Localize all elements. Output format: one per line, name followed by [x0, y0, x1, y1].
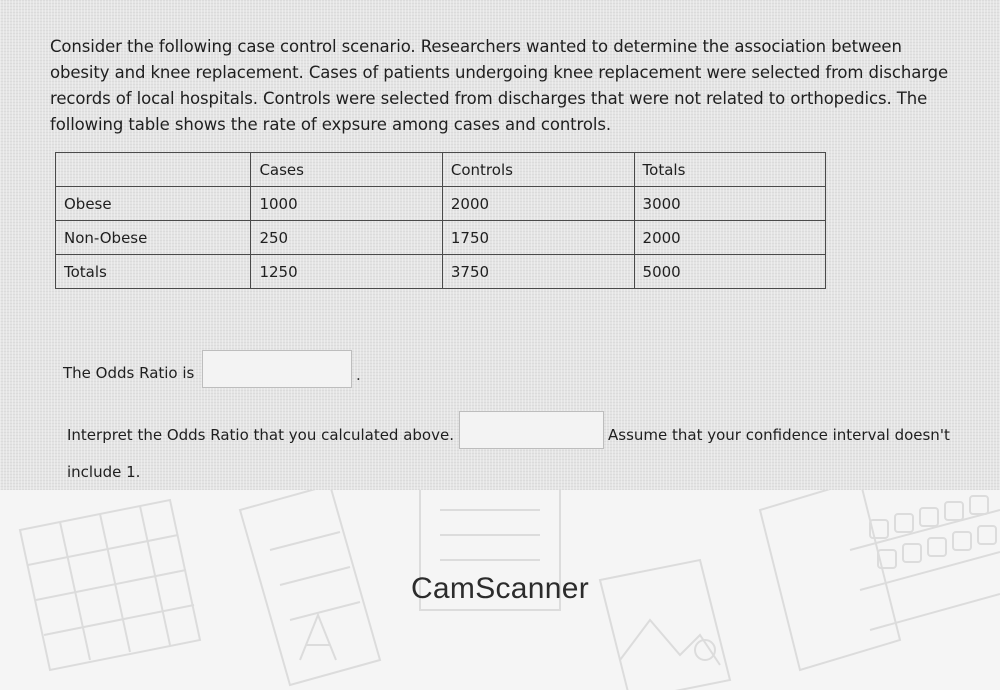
table-header-cell: Controls — [442, 153, 634, 187]
table-cell: 1250 — [251, 255, 442, 289]
interpret-label: Interpret the Odds Ratio that you calculated above. — [67, 426, 454, 444]
camscanner-footer — [0, 490, 1000, 690]
table-row-label: Totals — [56, 255, 251, 289]
table-cell: 1000 — [251, 187, 442, 221]
table-header-cell — [56, 153, 251, 187]
table-cell: 1750 — [442, 221, 634, 255]
table-row-label: Obese — [56, 187, 251, 221]
camscanner-watermark: CamScanner — [410, 572, 590, 605]
table-row-label: Non-Obese — [56, 221, 251, 255]
table-cell: 250 — [251, 221, 442, 255]
table-cell: 5000 — [634, 255, 825, 289]
letter-a-icon — [300, 615, 336, 660]
table-cell: 2000 — [442, 187, 634, 221]
table-header-cell: Cases — [251, 153, 442, 187]
table-header-cell: Totals — [634, 153, 825, 187]
odds-ratio-input[interactable] — [202, 350, 352, 388]
table-header-row — [56, 153, 826, 187]
table-cell: 3750 — [442, 255, 634, 289]
assume-text: Assume that your confidence interval doesn't — [608, 426, 950, 444]
include-text: include 1. — [67, 463, 141, 481]
table-cell: 2000 — [634, 221, 825, 255]
interpret-input[interactable] — [459, 411, 604, 449]
table-row — [56, 187, 826, 221]
odds-ratio-label: The Odds Ratio is — [63, 364, 195, 382]
contingency-table — [55, 152, 826, 289]
question-text: Consider the following case control scenario. Researchers wanted to determine the association between obesity and knee replacement. Cases of patients undergoing knee replacement were selected from discharge records of local hospitals. Controls were selected from discharges that were not related to orthopedics. The following table shows the rate of expsure among cases and controls. — [50, 37, 949, 134]
odds-ratio-period: . — [356, 366, 361, 384]
table-row — [56, 255, 826, 289]
table-row — [56, 221, 826, 255]
table-cell: 3000 — [634, 187, 825, 221]
